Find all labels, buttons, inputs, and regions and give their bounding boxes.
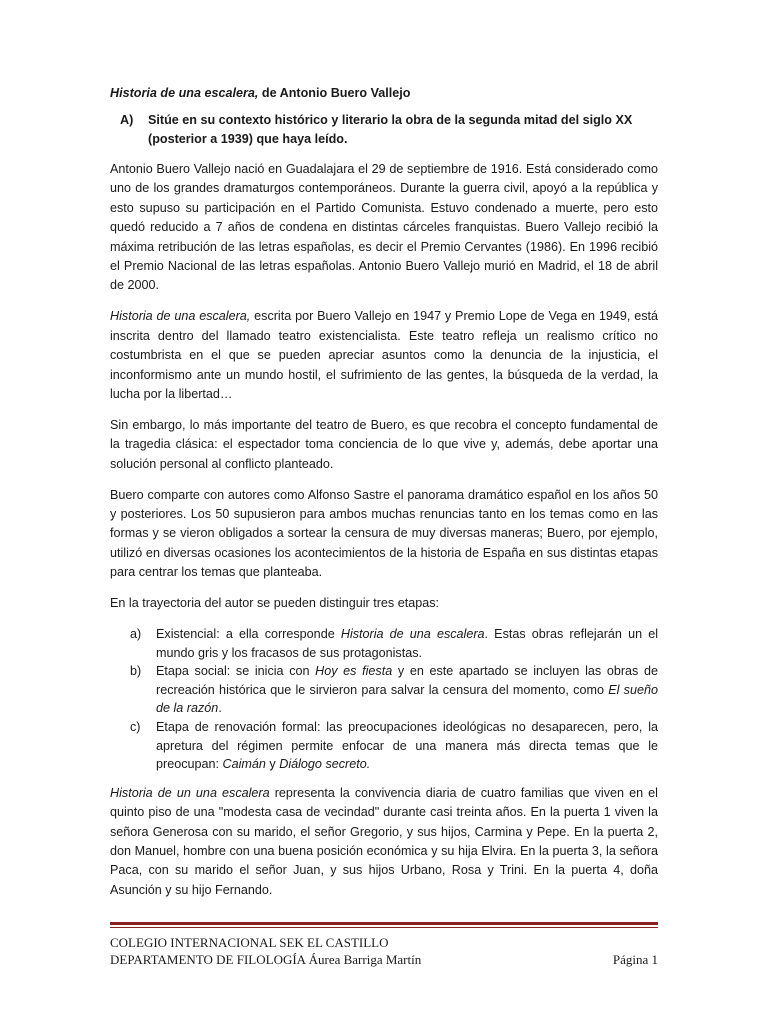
paragraph-stages-intro: En la trayectoria del autor se pueden distinguir tres etapas: [110,596,440,611]
work-title: Hoy es fiesta [315,664,393,679]
list-item [110,718,658,774]
document-page [110,84,658,912]
question-a [110,111,658,149]
footer-text [110,934,658,968]
text-run: Etapa de renovación formal: las preocupaciones ideológicas no desaparecen, pero, la apretura del régimen permite enfocar de una manera más directa temas que le preocupan: [156,720,658,772]
list-item-marker: b) [130,664,142,679]
list-item [110,625,658,662]
work-title: Diálogo secreto. [279,757,371,772]
footer-rule-thick [110,922,658,925]
text-run: y [265,757,280,772]
title-author: de Antonio Buero Vallejo [258,86,411,100]
text-run: . Estas obras reflejarán un el mundo gris y los fracasos de sus protagonistas. [156,627,659,660]
list-item-marker: c) [130,720,141,734]
footer-row [110,951,658,968]
document-title [110,84,658,102]
paragraph-classic-tragedy: Sin embargo, lo más importante del teatro de Buero, es que recobra el concepto fundamental de la tragedia clásica: el espectador toma conciencia de lo que vive y, además, debe aportar una solución personal al conflicto planteado. [110,417,658,471]
question-letter: A) [120,113,134,127]
list-item-text [156,662,658,718]
paragraph-work-title: Historia de una escalera, [110,309,251,324]
paragraph-existentialist-theatre [110,307,658,404]
question-text: Sitúe en su contexto histórico y literario la obra de la segunda mitad del siglo XX (posterior a 1939) que haya leído. [148,113,633,146]
paragraph-text: representa la convivencia diaria de cuatro familias que viven en el quinto piso de una "modesta casa de vecindad" durante casi treinta años. En la puerta 1 viven la señora Generosa con su marido, el señor Gregorio, y sus hijos, Carmina y Pepe. En la puerta 2, don Manuel, hombre con una buena posición económica y su hija Elvira. En la puerta 3, la señora Paca, con su marido el señor Juan, y sus hijos Urbano, Rosa y Trini. En la puerta 4, doña Asunción y su hijo Fernando. [110,785,658,897]
work-title: Historia de una escalera [340,627,485,642]
work-title: Caimán [222,757,266,772]
text-run: . [218,701,222,716]
list-item-text [156,625,658,662]
footer-school: COLEGIO INTERNACIONAL SEK EL CASTILLO [110,935,389,950]
footer-page-number: Página 1 [612,952,658,967]
paragraph-biography: Antonio Buero Vallejo nació en Guadalajara el 29 de septiembre de 1916. Está considerado como uno de los grandes dramaturgos contemporáneos. Durante la guerra civil, apoyó a la república y esto supuso su participación en el Partido Comunista. Estuvo condenado a muerte, pero esto quedó reducido a 7 años de condena en distintas cárceles franquistas. Buero Vallejo recibió la máxima retribución de las letras españolas, es decir el Premio Cervantes (1986). En 1996 recibió el Premio Nacional de las letras españolas. Antonio Buero Vallejo murió en Madrid, el 18 de abril de 2000. [110,162,658,293]
list-item-marker: a) [130,627,142,642]
title-work-name: Historia de una escalera, [110,86,259,100]
stages-list [110,625,658,774]
work-title: El sueño de la razón [156,682,658,716]
paragraph-panorama: Buero comparte con autores como Alfonso Sastre el panorama dramático español en los años 50 y posteriores. Los 50 supusieron para ambos muchas renuncias tanto en los temas como en las formas y se vieron obligados a sortear la censura de muy diversas maneras; Buero, por ejemplo, utilizó en diversas ocasiones los acontecimientos de la historia de España en sus distintas etapas para centrar los temas que planteaba. [110,487,658,580]
paragraph-plot [110,784,658,900]
list-item-text [156,718,658,774]
paragraph-text: escrita por Buero Vallejo en 1947 y Premio Lope de Vega en 1949, está inscrita dentro del llamado teatro existencialista. Este teatro refleja un realismo crítico no costumbrista en el que se pueden apreciar asuntos como la denuncia de la injusticia, el inconformismo ante un mundo hostil, el sufrimiento de las gentes, la búsqueda de la verdad, la lucha por la libertad… [110,309,658,401]
paragraph-work-title: Historia de un una escalera [110,785,270,800]
text-run: Etapa social: se inicia con [156,664,316,679]
text-run: y en este apartado se incluyen las obras de recreación histórica que le sirvieron para salvar la censura del momento, como [156,664,658,697]
page-footer [110,922,658,968]
footer-rule-thin [110,927,658,928]
text-run: Existencial: a ella corresponde [156,627,341,642]
footer-department-author: DEPARTAMENTO DE FILOLOGÍA Áurea Barriga Martín [110,952,422,967]
list-item [110,662,658,718]
